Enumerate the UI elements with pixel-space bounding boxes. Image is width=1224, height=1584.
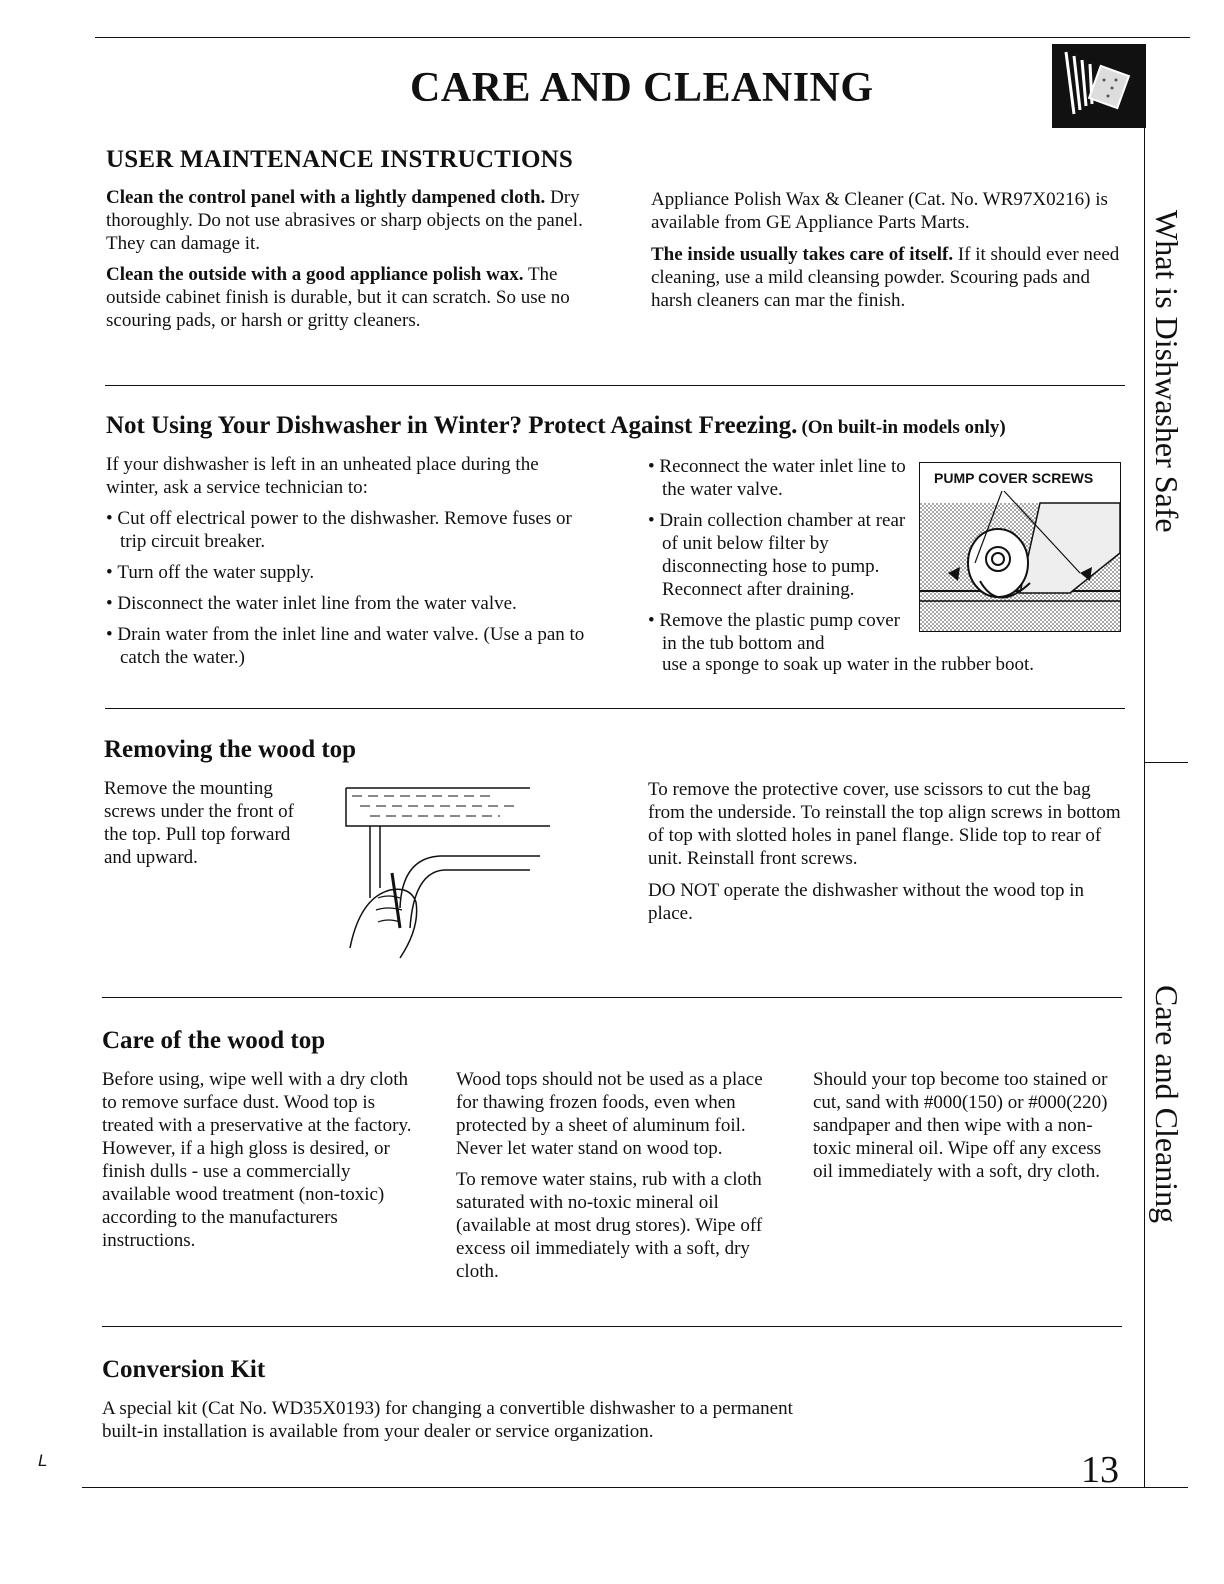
bottom-rule xyxy=(82,1487,1188,1488)
maintenance-heading: USER MAINTENANCE INSTRUCTIONS xyxy=(106,146,573,173)
winter-left-col xyxy=(106,453,586,677)
polish-wax-paragraph: Appliance Polish Wax & Cleaner (Cat. No. WR97X0216) is available from GE Appliance Parts Marts. xyxy=(651,189,1108,233)
conversion-kit-text: A special kit (Cat No. WD35X0193) for changing a convertible dishwasher to a permanent built-in installation is available from your dealer or service organization. xyxy=(102,1398,793,1442)
thawing-paragraph: Wood tops should not be used as a place for thawing frozen foods, even when protected by a sheet of aluminum foil. Never let water stand on wood top. xyxy=(456,1069,763,1159)
list-item: • Remove the plastic pump cover in the tub bottom and xyxy=(648,609,913,655)
top-rule xyxy=(95,37,1190,38)
do-not-operate-paragraph: DO NOT operate the dishwasher without the wood top in place. xyxy=(648,880,1085,924)
conversion-kit-heading: Conversion Kit xyxy=(102,1356,266,1383)
pump-cover-label: PUMP COVER SCREWS xyxy=(934,470,1094,486)
protective-cover-paragraph: To remove the protective cover, use scissors to cut the bag from the underside. To reinstall the top align screws in bottom of top with slotted holes in panel flange. Slide top to rear of unit. Reinstall front screws. xyxy=(648,779,1121,869)
pump-cover-figure xyxy=(919,462,1121,632)
maintenance-right-col xyxy=(651,188,1121,312)
inside-paragraph: The inside usually takes care of itself. If it should ever need cleaning, use a mild cleansing powder. Scouring pads and harsh cleaners can mar the finish. xyxy=(651,244,1120,311)
wood-top-care-col3: Should your top become too stained or cut, sand with #000(150) or #000(220) sandpaper and then wipe with a non-toxic mineral oil. Wipe off any excess oil immediately with a soft, dry cloth. xyxy=(813,1069,1108,1182)
water-stains-paragraph: To remove water stains, rub with a cloth saturated with no-toxic mineral oil (available at most drug stores). Wipe off excess oil immediately with a soft, dry cloth. xyxy=(456,1169,763,1282)
side-tab-divider xyxy=(1144,762,1188,763)
wood-top-removal-heading: Removing the wood top xyxy=(104,736,357,763)
wood-top-care-col1: Before using, wipe well with a dry cloth to remove surface dust. Wood top is treated with a preservative at the factory. However, if a high gloss is desired, or finish dulls - use a commercially available wood treatment (non-toxic) according to the manufacturers instructions. xyxy=(102,1069,412,1251)
outside-paragraph: Clean the outside with a good appliance polish wax. The outside cabinet finish is durable, but it can scratch. So use no scouring pads, or harsh or gritty cleaners. xyxy=(106,264,570,331)
list-item: • Turn off the water supply. xyxy=(106,561,586,584)
winter-left-bullets xyxy=(106,507,586,669)
wood-top-care-col2 xyxy=(456,1068,771,1283)
control-panel-paragraph: Clean the control panel with a lightly dampened cloth. Dry thoroughly. Do not use abrasives or sharp objects on the panel. They can damage it. xyxy=(106,187,583,254)
list-item: • Cut off electrical power to the dishwasher. Remove fuses or trip circuit breaker. xyxy=(106,507,586,553)
side-tab-rule xyxy=(1144,128,1145,1488)
side-tab-dishwasher-safe: What is Dishwasher Safe xyxy=(1149,210,1185,533)
winter-right-tail: use a sponge to soak up water in the rubber boot. xyxy=(662,654,1034,675)
winter-intro: If your dishwasher is left in an unheated place during the winter, ask a service technician to: xyxy=(106,454,539,498)
winter-heading: Not Using Your Dishwasher in Winter? Protect Against Freezing. (On built-in models only) xyxy=(106,412,1006,439)
section-divider-4 xyxy=(102,1326,1122,1327)
wood-top-removal-left: Remove the mounting screws under the front of the top. Pull top forward and upward. xyxy=(104,778,294,868)
wood-top-removal-right xyxy=(648,778,1128,925)
section-divider-1 xyxy=(105,385,1125,386)
page-title: CARE AND CLEANING xyxy=(410,65,874,111)
page-number: 13 xyxy=(1081,1449,1119,1491)
wood-top-care-heading: Care of the wood top xyxy=(102,1027,326,1054)
list-item: • Drain collection chamber at rear of unit below filter by disconnecting hose to pump. Reconnect after draining. xyxy=(648,509,913,601)
section-divider-3 xyxy=(102,997,1122,998)
winter-right-col xyxy=(648,455,913,655)
maintenance-left-col xyxy=(106,186,596,332)
side-tab-care-cleaning: Care and Cleaning xyxy=(1149,985,1185,1224)
list-item: • Reconnect the water inlet line to the water valve. xyxy=(648,455,913,501)
wood-top-removal-illustration xyxy=(330,778,560,968)
list-item: • Drain water from the inlet line and water valve. (Use a pan to catch the water.) xyxy=(106,623,586,669)
section-divider-2 xyxy=(105,708,1125,709)
corner-mark: L xyxy=(38,1451,48,1470)
hand-sponge-icon xyxy=(1052,44,1146,128)
list-item: • Disconnect the water inlet line from the water valve. xyxy=(106,592,586,615)
